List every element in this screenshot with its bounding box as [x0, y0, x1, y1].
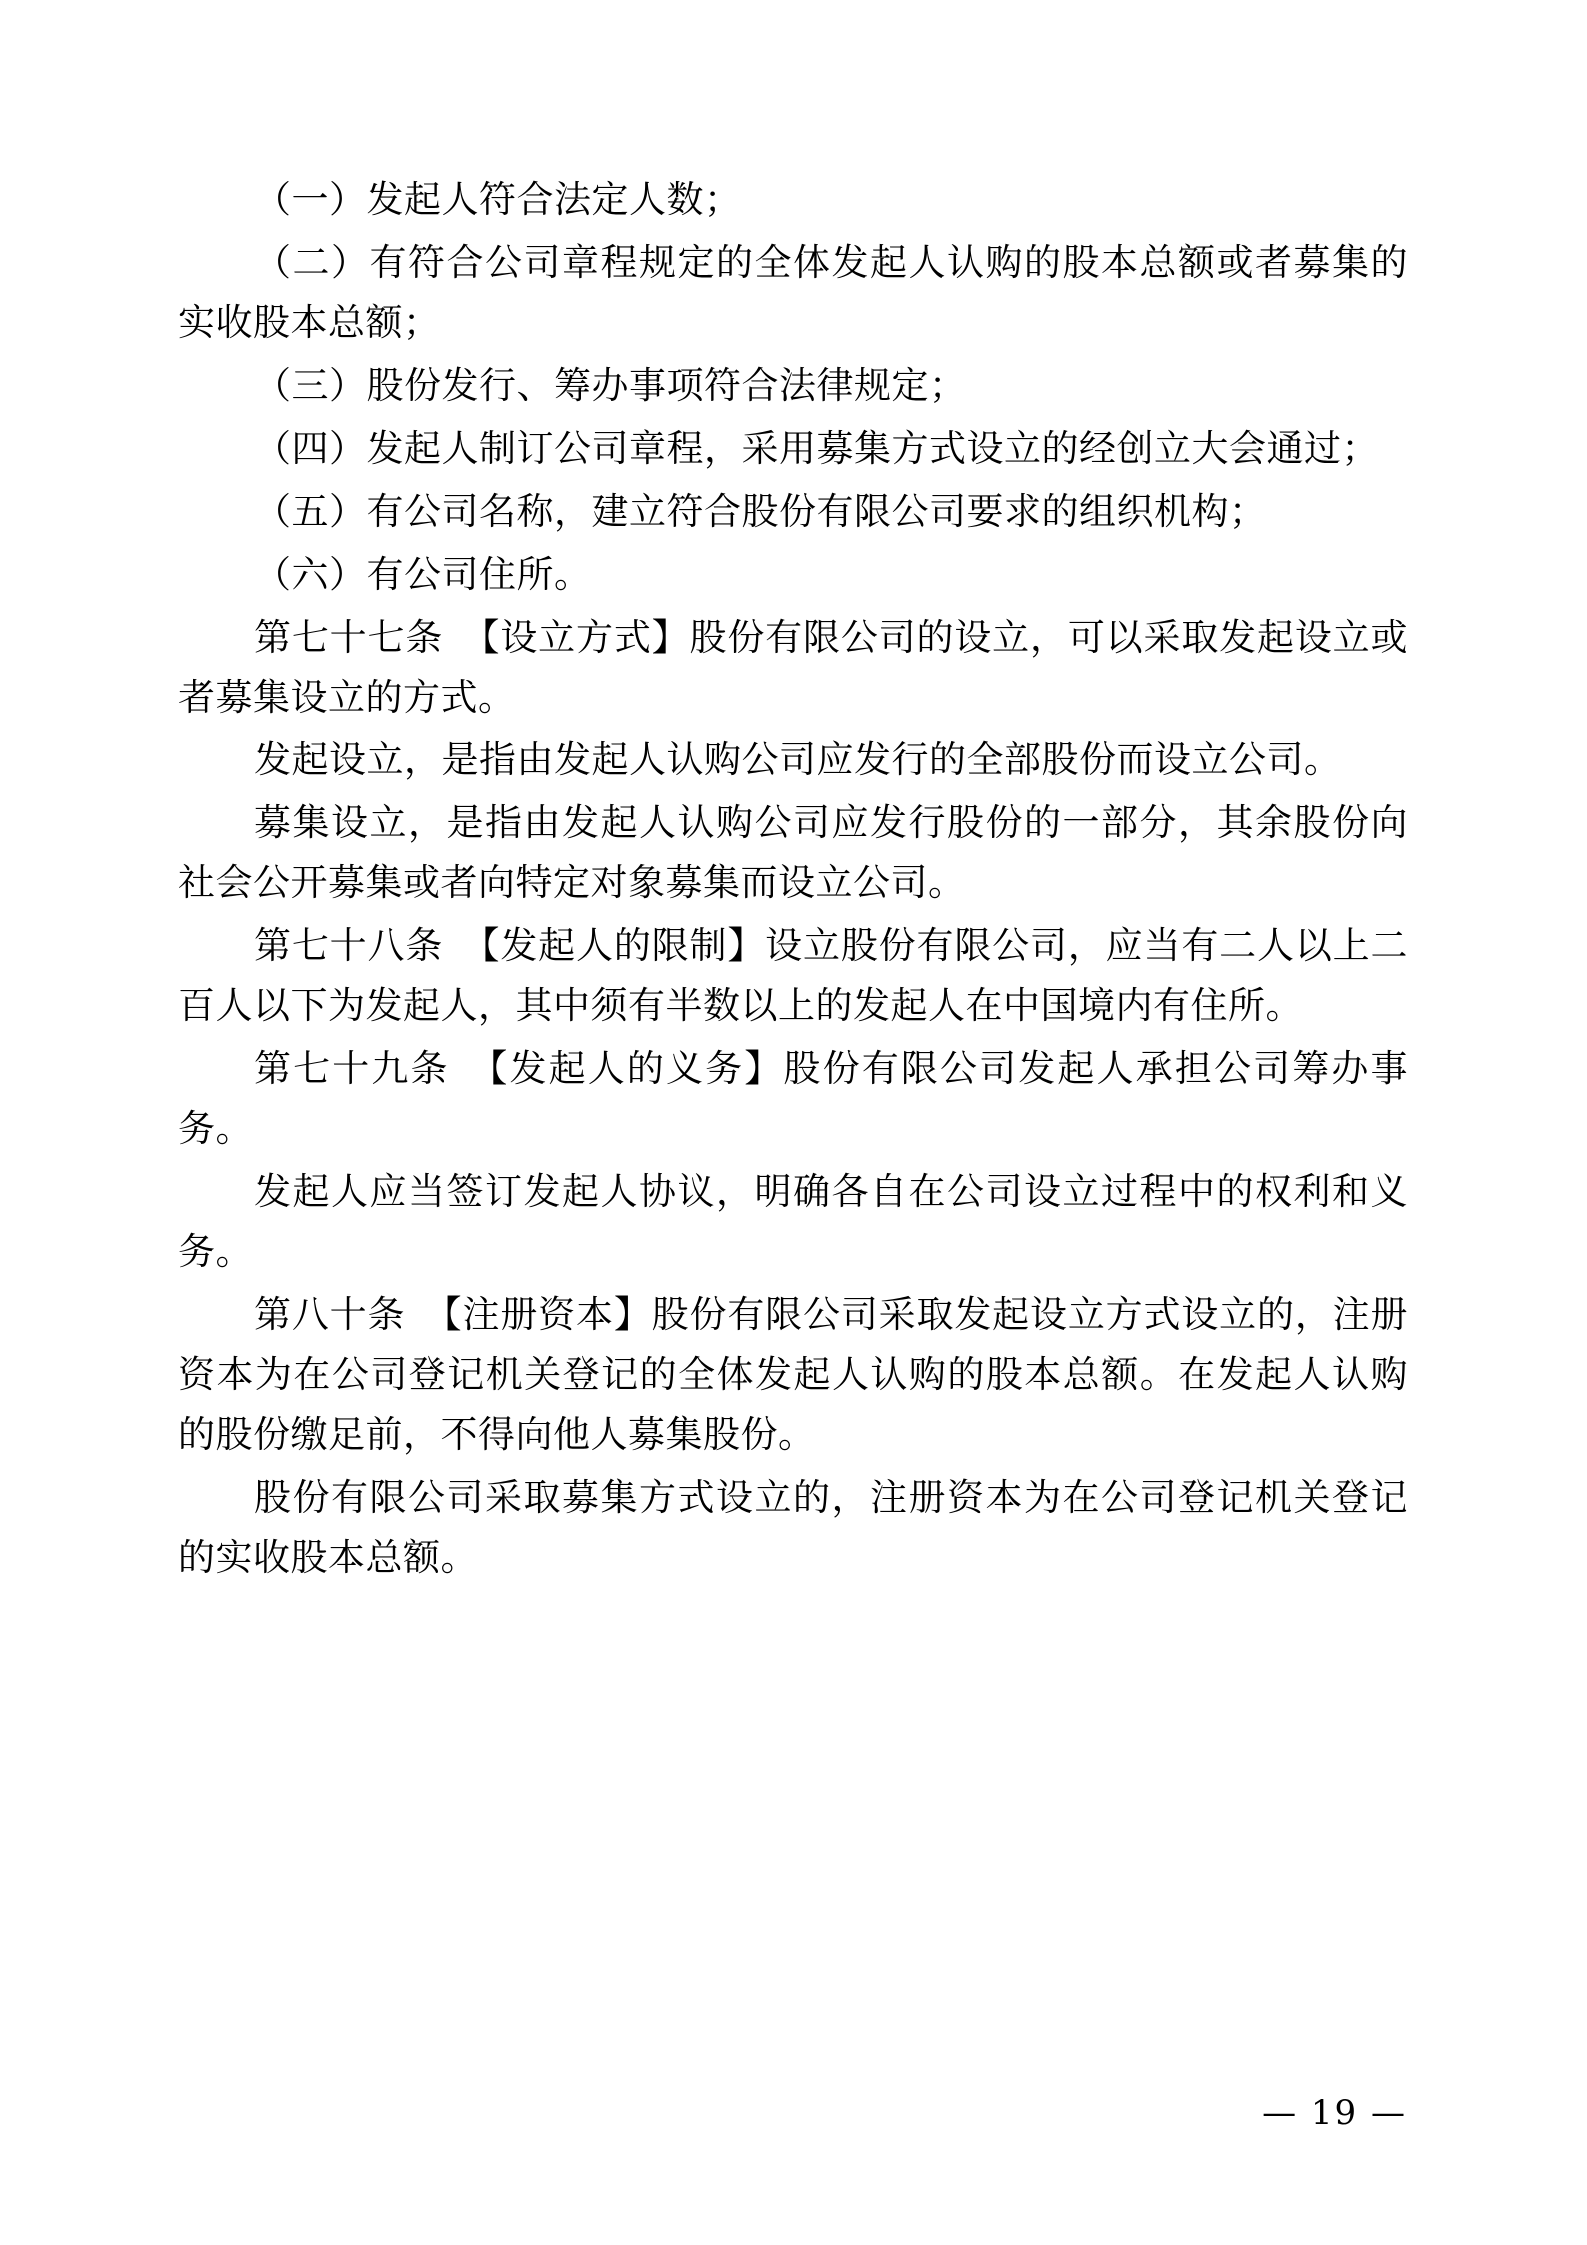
paragraph: （二）有符合公司章程规定的全体发起人认购的股本总额或者募集的实收股本总额； — [178, 240, 1408, 344]
document-body — [178, 170, 1408, 1591]
paragraph: 第七十八条 【发起人的限制】设立股份有限公司，应当有二人以上二百人以下为发起人，其中须有半数以上的发起人在中国境内有住所。 — [178, 924, 1408, 1028]
paragraph: 第七十九条 【发起人的义务】股份有限公司发起人承担公司筹办事务。 — [178, 1047, 1408, 1151]
paragraph: （六）有公司住所。 — [254, 552, 592, 596]
paragraph: 募集设立，是指由发起人认购公司应发行股份的一部分，其余股份向社会公开募集或者向特定对象募集而设立公司。 — [178, 801, 1408, 905]
paragraph: （三）股份发行、筹办事项符合法律规定； — [254, 363, 967, 407]
paragraph: （四）发起人制订公司章程，采用募集方式设立的经创立大会通过； — [254, 426, 1379, 470]
paragraph: 发起设立，是指由发起人认购公司应发行的全部股份而设立公司。 — [254, 738, 1342, 782]
paragraph: 发起人应当签订发起人协议，明确各自在公司设立过程中的权利和义务。 — [178, 1170, 1408, 1273]
paragraph: 第八十条 【注册资本】股份有限公司采取发起设立方式设立的，注册资本为在公司登记机关登记的全体发起人认购的股本总额。在发起人认购的股份缴足前，不得向他人募集股份。 — [178, 1292, 1408, 1456]
paragraph: 股份有限公司采取募集方式设立的，注册资本为在公司登记机关登记的实收股本总额。 — [178, 1475, 1408, 1579]
page-number: — 19 — — [1262, 2093, 1407, 2133]
paragraph: （五）有公司名称，建立符合股份有限公司要求的组织机构； — [254, 489, 1267, 533]
paragraph: 第七十七条 【设立方式】股份有限公司的设立，可以采取发起设立或者募集设立的方式。 — [178, 615, 1408, 719]
paragraph: （一）发起人符合法定人数； — [254, 178, 742, 221]
